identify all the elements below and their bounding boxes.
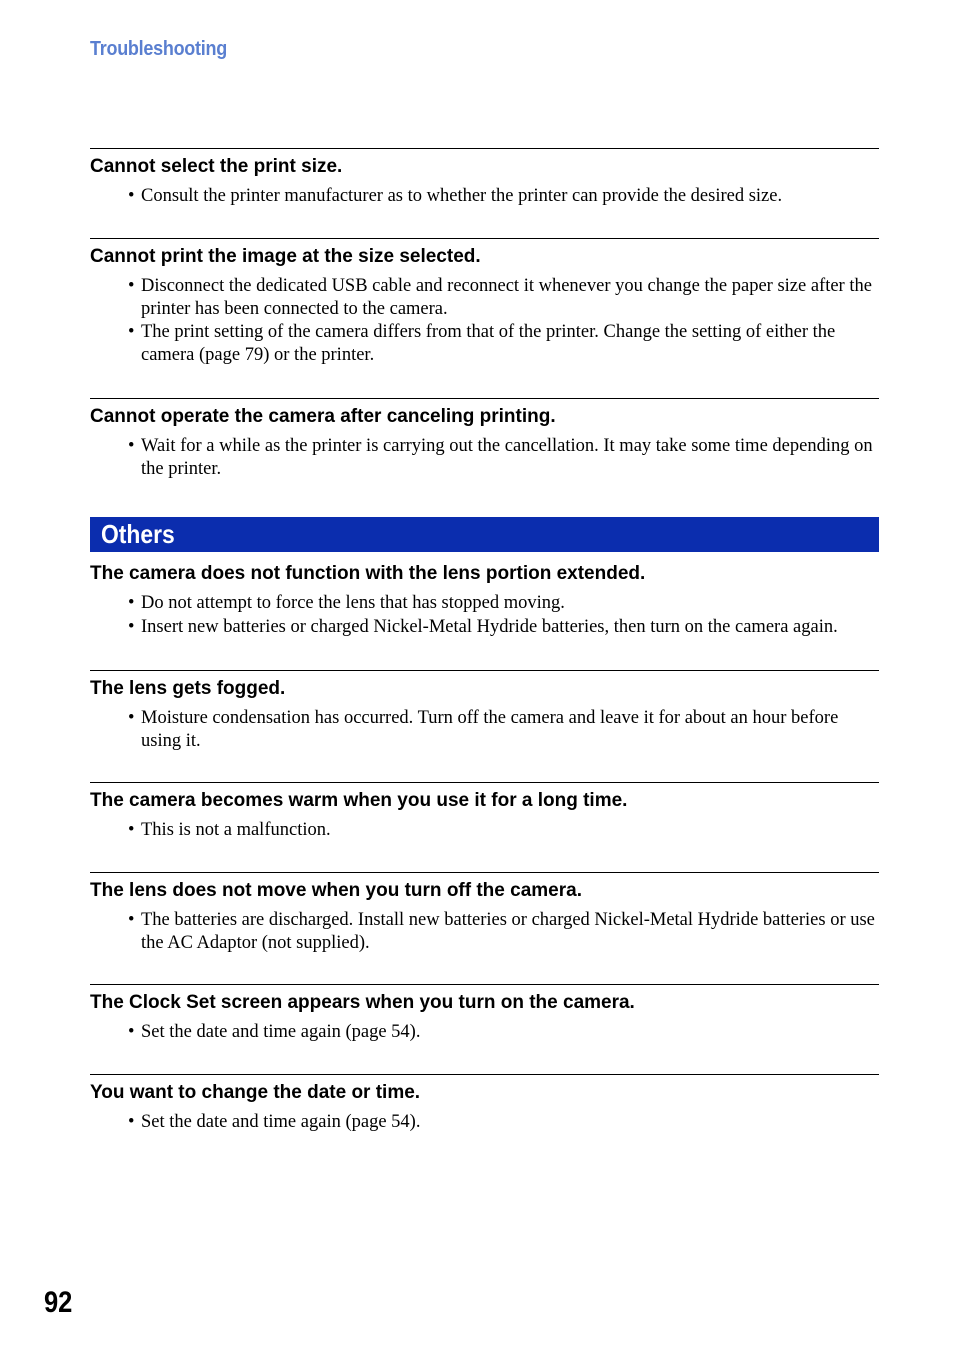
bullet-text: Disconnect the dedicated USB cable and reconnect it whenever you change the paper size after the printer has been connected to the camera. [141, 276, 872, 319]
item-heading: You want to change the date or time. [90, 1082, 421, 1103]
item-heading: The camera becomes warm when you use it for a long time. [90, 790, 628, 811]
troubleshooting-item [90, 1074, 879, 1135]
item-bullets [90, 819, 879, 842]
bullet-item [128, 1111, 879, 1134]
bullet-glyph: • [128, 820, 135, 840]
item-bullets [90, 707, 879, 752]
bullet-text: Do not attempt to force the lens that has stopped moving. [141, 593, 565, 613]
bullet-glyph: • [128, 708, 135, 728]
bullet-glyph: • [128, 276, 135, 296]
item-bullets [90, 185, 879, 208]
item-heading: The lens does not move when you turn off the camera. [90, 880, 582, 901]
section-divider [90, 148, 879, 149]
item-bullets [90, 1021, 879, 1044]
troubleshooting-item [90, 782, 879, 843]
bullet-item [128, 435, 879, 480]
bullet-item [128, 185, 879, 208]
bullet-item [128, 707, 879, 752]
bullet-item [128, 1021, 879, 1044]
troubleshooting-item [90, 984, 879, 1045]
bullet-item [128, 321, 879, 366]
section-divider [90, 238, 879, 239]
section-divider [90, 398, 879, 399]
bullet-text: Set the date and time again (page 54). [141, 1022, 421, 1042]
section-divider [90, 670, 879, 671]
bullet-text: Wait for a while as the printer is carrying out the cancellation. It may take some time depending on the printer. [141, 436, 873, 479]
bullet-glyph: • [128, 593, 135, 613]
troubleshooting-item [90, 556, 879, 639]
bullet-text: This is not a malfunction. [141, 820, 331, 840]
bullet-glyph: • [128, 1022, 135, 1042]
item-heading: The camera does not function with the lens portion extended. [90, 563, 646, 584]
bullet-item [128, 909, 879, 954]
troubleshooting-item [90, 872, 879, 955]
bullet-glyph: • [128, 910, 135, 930]
item-bullets [90, 909, 879, 954]
bullet-glyph: • [128, 186, 135, 206]
bullet-text: The batteries are discharged. Install new batteries or charged Nickel-Metal Hydride batteries or use the AC Adaptor (not supplied). [141, 910, 875, 953]
others-section-banner [90, 517, 879, 552]
page-number: 92 [44, 1286, 73, 1319]
troubleshooting-item [90, 148, 879, 209]
bullet-text: The print setting of the camera differs from that of the printer. Change the setting of either the camera (page 79) or the printer. [141, 322, 836, 365]
troubleshooting-item [90, 670, 879, 753]
bullet-text: Set the date and time again (page 54). [141, 1112, 421, 1132]
bullet-text: Insert new batteries or charged Nickel-Metal Hydride batteries, then turn on the camera again. [141, 616, 838, 637]
others-section-title: Others [101, 519, 175, 549]
troubleshooting-item [90, 398, 879, 481]
troubleshooting-item [90, 238, 879, 367]
item-bullets [90, 1111, 879, 1134]
page-header-title: Troubleshooting [90, 38, 227, 60]
bullet-item [128, 275, 879, 320]
section-divider [90, 1074, 879, 1075]
bullet-glyph: • [128, 436, 135, 456]
item-heading: The Clock Set screen appears when you turn on the camera. [90, 992, 635, 1013]
bullet-item [128, 819, 879, 842]
section-divider [90, 984, 879, 985]
item-bullets [90, 592, 879, 638]
section-divider [90, 872, 879, 873]
bullet-item [128, 616, 879, 639]
bullet-glyph: • [128, 1112, 135, 1132]
item-heading: Cannot print the image at the size selected. [90, 246, 481, 267]
section-divider [90, 782, 879, 783]
bullet-text: Consult the printer manufacturer as to whether the printer can provide the desired size. [141, 186, 783, 206]
bullet-glyph: • [128, 322, 135, 342]
item-bullets [90, 435, 879, 480]
bullet-text: Moisture condensation has occurred. Turn off the camera and leave it for about an hour before using it. [141, 708, 839, 751]
item-heading: Cannot operate the camera after canceling printing. [90, 406, 556, 427]
item-heading: The lens gets fogged. [90, 678, 286, 699]
item-heading: Cannot select the print size. [90, 156, 343, 177]
bullet-item [128, 592, 879, 615]
item-bullets [90, 275, 879, 366]
bullet-glyph: • [128, 616, 135, 637]
